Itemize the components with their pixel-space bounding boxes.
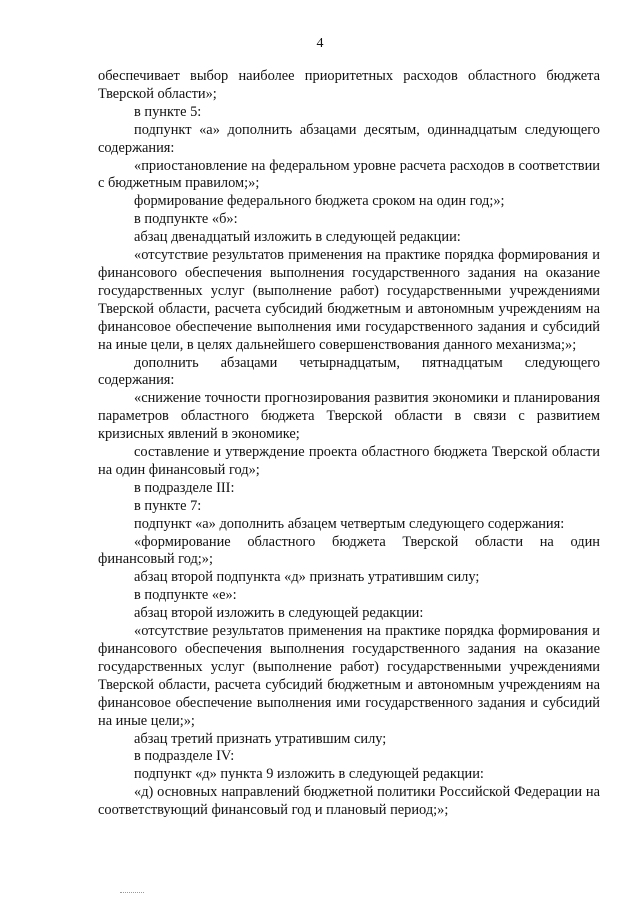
paragraph: в подразделе IV: xyxy=(134,748,235,765)
paragraph: составление и утверждение проекта областного бюджета Тверской области на один финансовый год»; xyxy=(98,444,600,478)
paragraph: «формирование областного бюджета Тверской области на один финансовый год;»; xyxy=(98,533,600,568)
paragraph: формирование федерального бюджета сроком на один год;»; xyxy=(134,193,505,210)
paragraph: абзац второй изложить в следующей редакции: xyxy=(134,605,424,622)
paragraph: подпункт «а» дополнить абзацем четвертым следующего содержания: xyxy=(134,515,565,532)
scan-artifact xyxy=(120,892,144,895)
paragraph: подпункт «а» дополнить абзацами десятым, одиннадцатым следующего содержания: xyxy=(98,121,600,156)
paragraph: в пункте 7: xyxy=(134,497,202,514)
paragraph: абзац третий признать утратившим силу; xyxy=(134,730,387,747)
paragraph: обеспечивает выбор наиболее приоритетных расходов областного бюджета Тверской области»; xyxy=(98,68,600,102)
paragraph: подпункт «д» пункта 9 изложить в следующей редакции: xyxy=(134,766,484,783)
paragraph: в подпункте «е»: xyxy=(134,587,237,604)
paragraph: «снижение точности прогнозирования развития экономики и планирования параметров областного бюджета Тверской области в связи с развитием кризисных явлений в экономике; xyxy=(98,390,600,443)
paragraph: «отсутствие результатов применения на практике порядка формирования и финансового обеспечения выполнения государственного задания на оказание государственных услуг (выполнение работ) государственными учреждениями Тверской области, расчета субсидий бюджетным и автономным учреждениям на финансовое обеспечение выполнения ими государственного задания и субсидий на иные цели;»; xyxy=(98,623,600,729)
paragraph: «отсутствие результатов применения на практике порядка формирования и финансового обеспечения выполнения государственного задания на оказание государственных услуг (выполнение работ) государственными учреждениями Тверской области, расчета субсидий бюджетным и автономным учреждениям на финансовое обеспечение выполнения ими государственного задания и субсидий на иные цели, в целях дальнейшего совершенствования данного механизма;»; xyxy=(98,247,600,353)
paragraph: дополнить абзацами четырнадцатым, пятнадцатым следующего содержания: xyxy=(98,354,600,389)
page-number: 4 xyxy=(316,36,324,51)
paragraph: в подразделе III: xyxy=(134,479,235,496)
paragraph: абзац двенадцатый изложить в следующей редакции: xyxy=(134,229,461,246)
paragraph: в подпункте «б»: xyxy=(134,211,238,228)
paragraph: «д) основных направлений бюджетной политики Российской Федерации на соответствующий финансовый год и плановый период;»; xyxy=(98,784,600,819)
document-body xyxy=(98,68,600,820)
paragraph: в пункте 5: xyxy=(134,103,202,120)
paragraph: абзац второй подпункта «д» признать утратившим силу; xyxy=(134,569,480,586)
paragraph: «приостановление на федеральном уровне расчета расходов в соответствии с бюджетным правилом;»; xyxy=(98,157,600,192)
